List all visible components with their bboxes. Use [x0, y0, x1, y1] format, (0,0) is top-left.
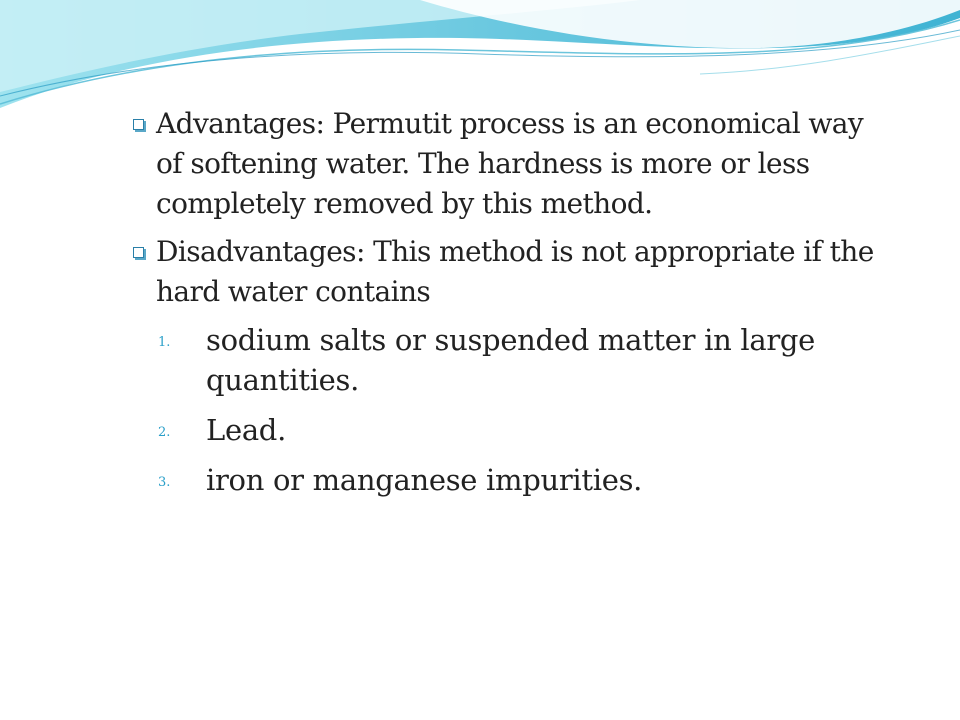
slide-content [130, 104, 890, 510]
bullet-advantages [130, 104, 890, 224]
list-item [158, 460, 890, 500]
list-number: 1. [158, 335, 171, 350]
bullet-text: Disadvantages: This method is not appropriate if the hard water contains [156, 235, 874, 308]
list-item [158, 410, 890, 450]
square-bullet-icon [133, 247, 144, 258]
list-item-text: sodium salts or suspended matter in large quantities. [206, 323, 816, 397]
square-bullet-icon [133, 119, 144, 130]
bullet-disadvantages [130, 232, 890, 312]
bullet-text: Advantages: Permutit process is an economical way of softening water. The hardness is more or less completely removed by this method. [156, 107, 864, 220]
numbered-list [130, 320, 890, 500]
list-item-text: Lead. [206, 413, 286, 447]
list-number: 3. [158, 475, 171, 490]
list-number: 2. [158, 425, 171, 440]
list-item-text: iron or manganese impurities. [206, 463, 643, 497]
list-item [158, 320, 890, 400]
